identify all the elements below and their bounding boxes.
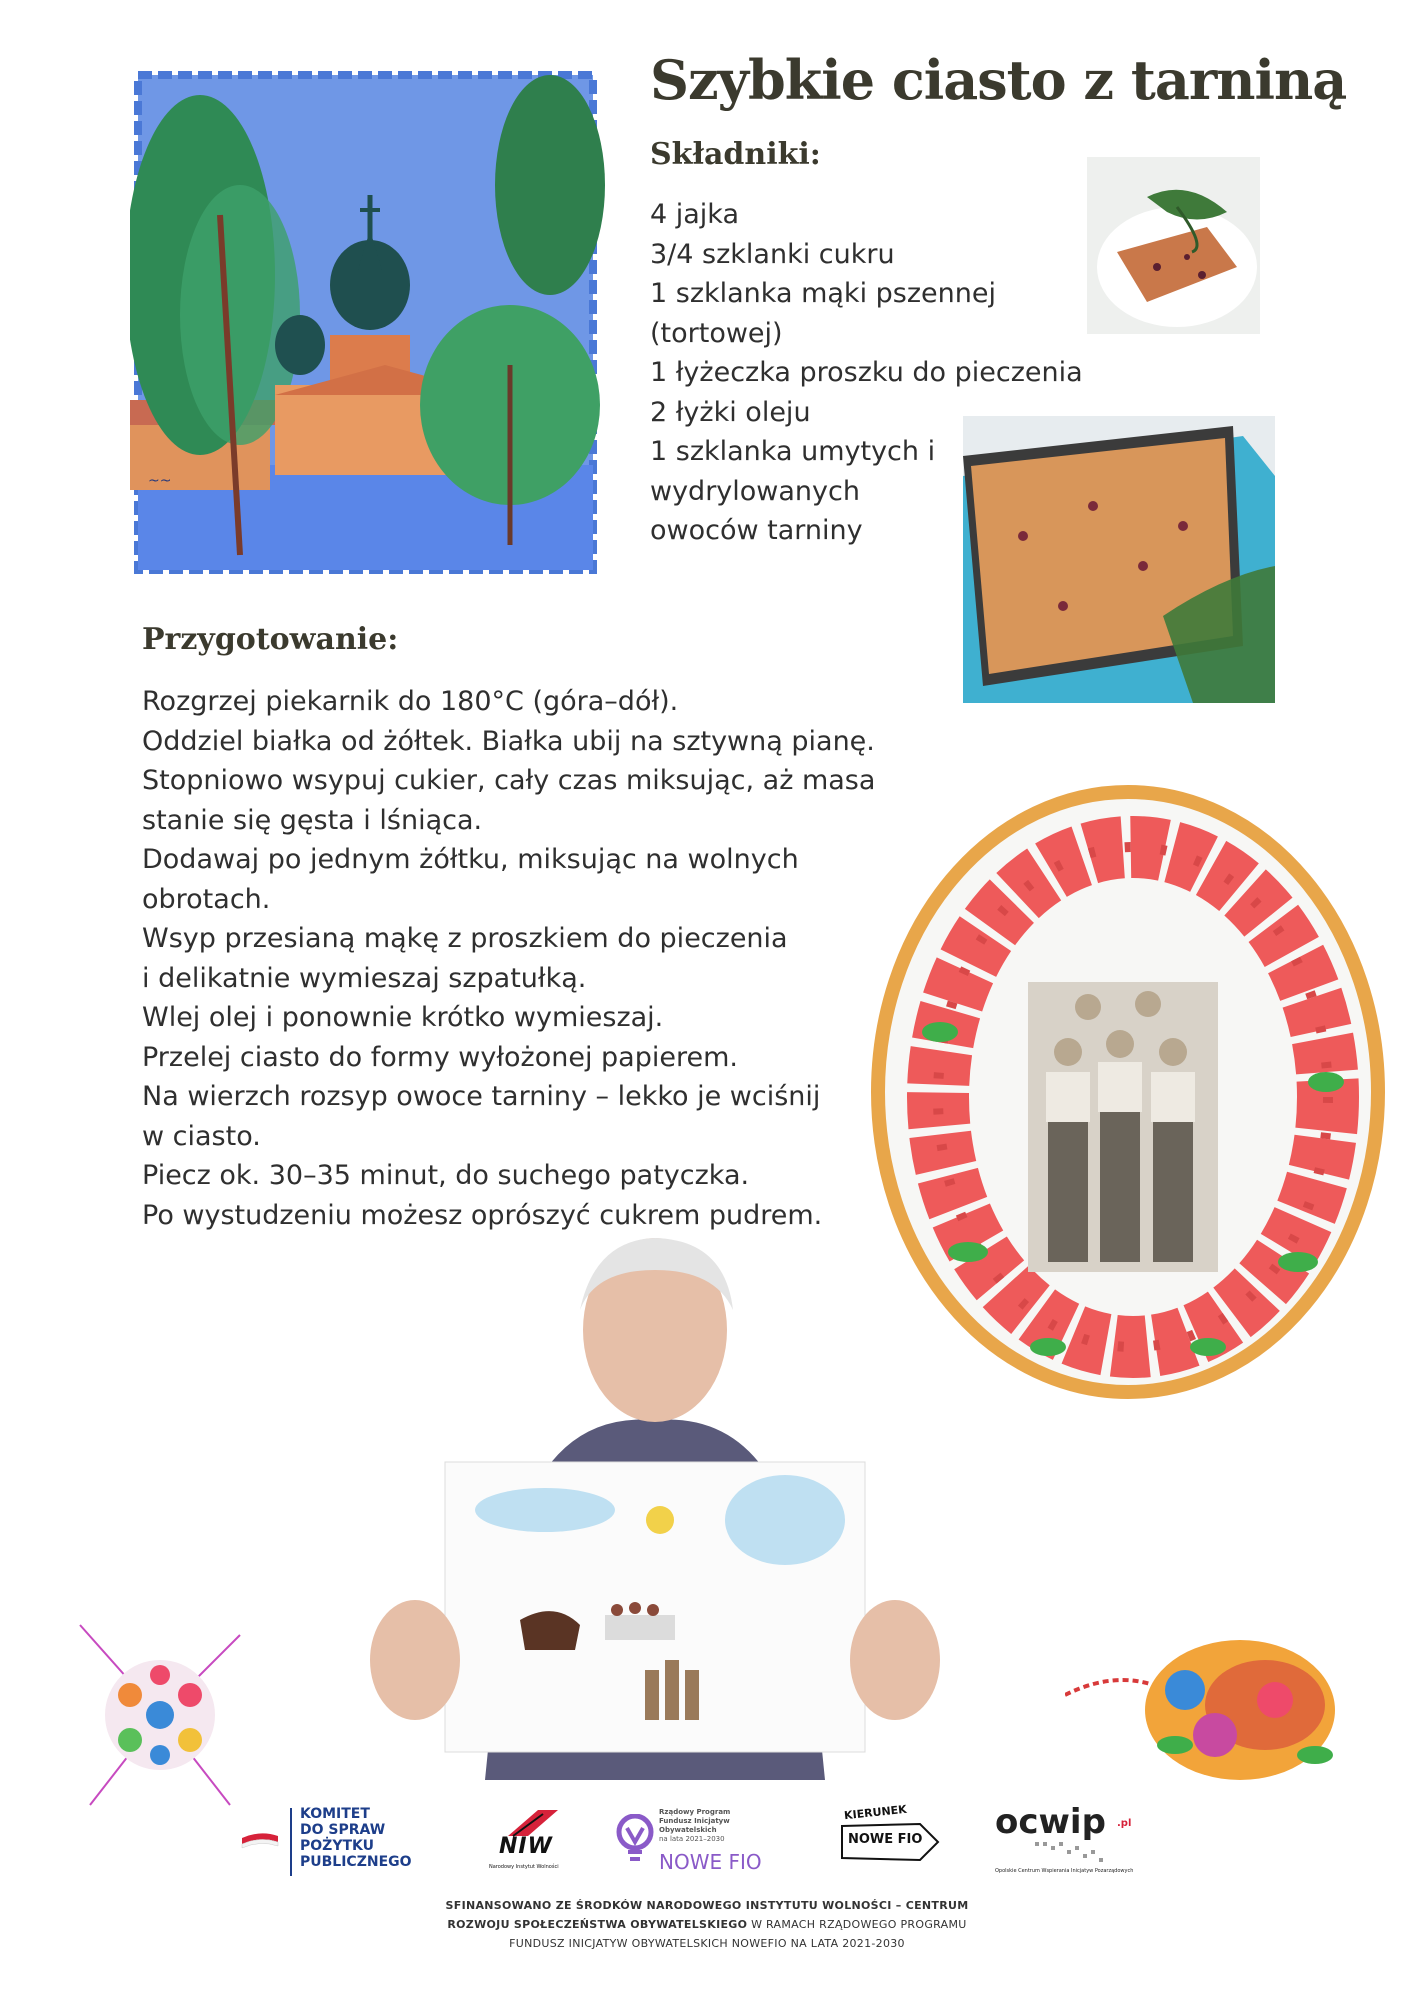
logo-kdspp-line: DO SPRAW bbox=[300, 1822, 386, 1838]
preparation-line: stanie się gęsta i lśniąca. bbox=[142, 804, 483, 836]
cake-tray-photo bbox=[963, 416, 1275, 703]
footer-line-2-rest: W RAMACH RZĄDOWEGO PROGRAMU bbox=[747, 1918, 967, 1931]
preparation-line: Wlej olej i ponownie krótko wymieszaj. bbox=[142, 1002, 664, 1033]
preparation-line: w ciasto. bbox=[142, 1120, 261, 1152]
ocwip-text: ocwip bbox=[995, 1802, 1106, 1842]
ocwip-sub-text: Opolskie Centrum Wspierania Inicjatyw Pozarządowych bbox=[995, 1868, 1134, 1874]
preparation-heading: Przygotowanie: bbox=[142, 622, 399, 657]
ingredient-item: owoców tarniny bbox=[650, 515, 863, 546]
fio-big-text: NOWE FIO bbox=[659, 1850, 762, 1874]
ingredient-item: 3/4 szklanki cukru bbox=[650, 238, 895, 270]
woman-with-drawing-photo bbox=[355, 1230, 955, 1780]
fio-small-line: na lata 2021–2030 bbox=[659, 1835, 725, 1843]
logo-kdspp-line: PUBLICZNEGO bbox=[300, 1854, 412, 1870]
ocwip-suffix: .pl bbox=[1117, 1818, 1132, 1829]
preparation-line: Po wystudzeniu możesz oprószyć cukrem pudrem. bbox=[142, 1199, 823, 1231]
footer-line-1: SFINANSOWANO ZE ŚRODKÓW NARODOWEGO INSTYTUTU WOLNOŚCI – CENTRUM bbox=[445, 1899, 969, 1912]
ingredient-item: 2 łyżki oleju bbox=[650, 396, 811, 428]
preparation-line: Dodawaj po jednym żółtku, miksując na wolnych bbox=[142, 844, 799, 875]
flag-icon bbox=[240, 1830, 280, 1852]
footer-line-2-bold: ROZWOJU SPOŁECZEŃSTWA OBYWATELSKIEGO bbox=[447, 1918, 748, 1931]
logo-komitet-pozytku-publicznego bbox=[240, 1808, 430, 1876]
preparation-line: obrotach. bbox=[142, 883, 271, 915]
preparation-line: Przelej ciasto do formy wyłożonej papierem. bbox=[142, 1041, 738, 1073]
footer-line-2 bbox=[250, 1915, 1164, 1934]
logo-kdspp-line: POŻYTKU bbox=[300, 1838, 374, 1854]
preparation-line: Piecz ok. 30–35 minut, do suchego patyczka. bbox=[142, 1160, 750, 1191]
ingredient-item: 4 jajka bbox=[650, 199, 740, 230]
preparation-line: Rozgrzej piekarnik do 180°C (góra–dół). bbox=[142, 686, 679, 717]
fio-small-line: Obywatelskich bbox=[659, 1826, 717, 1834]
logo-kierunek-nowe-fio bbox=[840, 1802, 940, 1872]
kierunek-top-text: KIERUNEK bbox=[843, 1802, 908, 1823]
fio-small-line: Fundusz Inicjatyw bbox=[659, 1817, 730, 1825]
page-title: Szybkie ciasto z tarniną bbox=[650, 48, 1347, 112]
preparation-line: Oddziel białka od żółtek. Białka ubij na sztywną pianę. bbox=[142, 725, 875, 757]
ingredient-item: 1 szklanka mąki pszennej bbox=[650, 278, 996, 309]
logo-nowe-fio-program bbox=[615, 1808, 795, 1888]
funding-footer bbox=[250, 1896, 1164, 1953]
preparation-line: Na wierzch rozsyp owoce tarniny – lekko je wciśnij bbox=[142, 1081, 821, 1112]
logo-niw bbox=[489, 1808, 575, 1878]
svg-text:~~: ~~ bbox=[148, 473, 172, 489]
footer-line-3: FUNDUSZ INICJATYW OBYWATELSKICH NOWEFIO NA LATA 2021-2030 bbox=[509, 1937, 905, 1950]
kierunek-bottom-text: NOWE FIO bbox=[848, 1832, 923, 1847]
preparation-steps bbox=[142, 682, 922, 1235]
church-painting bbox=[130, 65, 605, 580]
logo-ocwip bbox=[995, 1802, 1180, 1880]
preparation-line: i delikatnie wymieszaj szpatułką. bbox=[142, 962, 587, 994]
niw-text: NIW bbox=[499, 1834, 553, 1859]
lightbulb-icon bbox=[615, 1814, 655, 1864]
preparation-line: Wsyp przesianą mąkę z proszkiem do pieczenia bbox=[142, 923, 788, 954]
logo-kdspp-line: KOMITET bbox=[300, 1806, 370, 1822]
ingredient-item: (tortowej) bbox=[650, 317, 783, 349]
folk-flowers-right bbox=[1065, 1625, 1345, 1795]
ingredient-item: wydrylowanych bbox=[650, 475, 860, 507]
ingredient-item: 1 łyżeczka proszku do pieczenia bbox=[650, 357, 1083, 388]
fio-small-line: Rządowy Program bbox=[659, 1808, 731, 1816]
cake-slice-photo bbox=[1087, 157, 1260, 334]
ingredients-heading: Składniki: bbox=[650, 137, 821, 172]
preparation-line: Stopniowo wsypuj cukier, cały czas miksując, aż masa bbox=[142, 765, 876, 796]
folk-flowers-left bbox=[70, 1605, 250, 1825]
niw-sub-text: Narodowy Instytut Wolności bbox=[489, 1864, 559, 1870]
ingredient-item: 1 szklanka umytych i bbox=[650, 436, 936, 467]
dots-pattern-icon bbox=[1035, 1842, 1115, 1866]
